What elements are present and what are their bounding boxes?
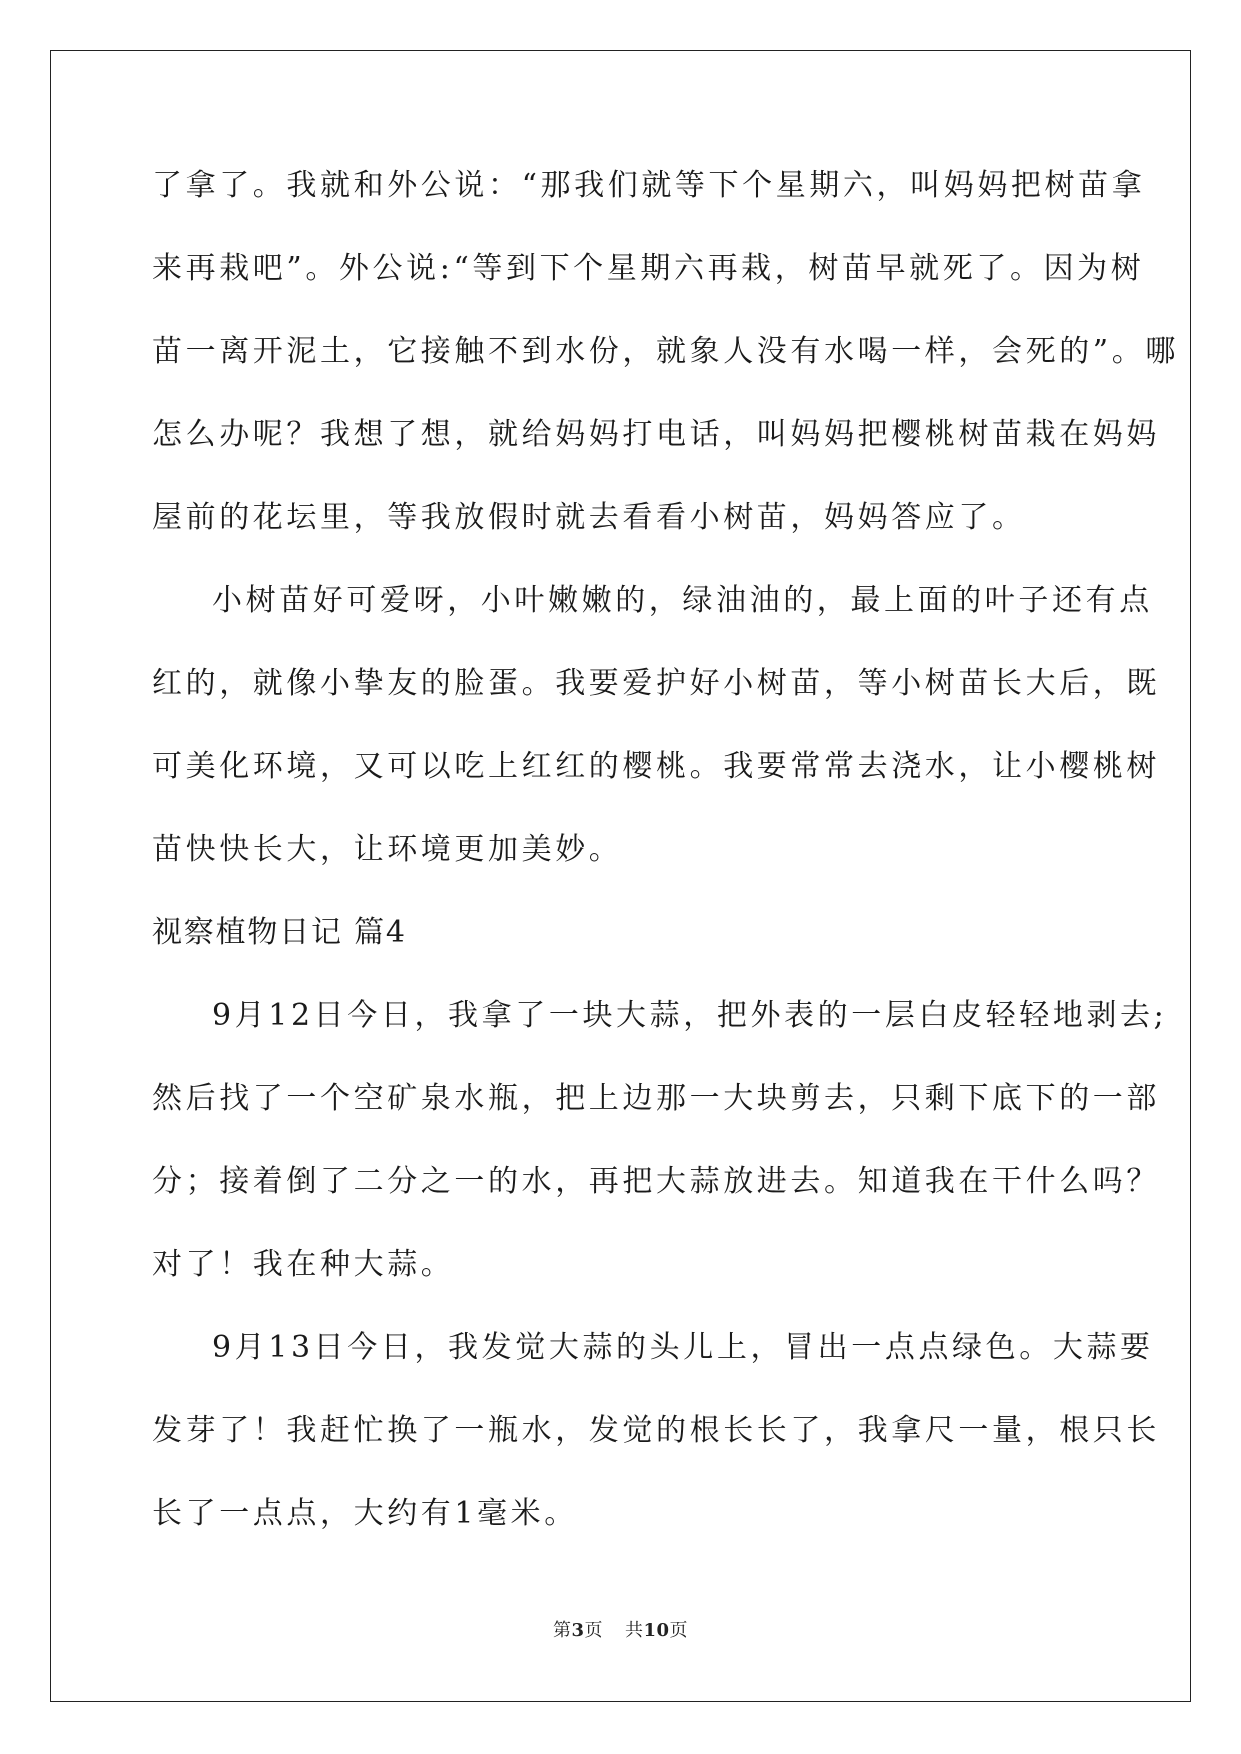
page-prefix: 第	[552, 1620, 572, 1641]
text-line-11: 9月12日今日，我拿了一块大蒜，把外表的一层白皮轻轻地剥去;	[212, 998, 1168, 1033]
text-line-6: 小树苗好可爱呀，小叶嫩嫩的，绿油油的，最上面的叶子还有点	[212, 583, 1153, 618]
section-heading: 视察植物日记 篇4	[152, 915, 407, 950]
text-line-2: 来再栽吧”。外公说:“等到下个星期六再栽，树苗早就死了。因为树	[152, 251, 1145, 286]
text-line-7: 红的，就像小挚友的脸蛋。我要爱护好小树苗，等小树苗长大后，既	[152, 666, 1160, 701]
text-line-16: 发芽了！我赶忙换了一瓶水，发觉的根长长了，我拿尺一量，根只长	[152, 1413, 1160, 1448]
text-line-14: 对了！我在种大蒜。	[152, 1247, 455, 1282]
text-line-1: 了拿了。我就和外公说：“那我们就等下个星期六，叫妈妈把树苗拿	[152, 168, 1146, 203]
text-line-3: 苗一离开泥土，它接触不到水份，就象人没有水喝一样，会死的”。哪	[152, 334, 1179, 369]
text-line-5: 屋前的花坛里，等我放假时就去看看小树苗，妈妈答应了。	[152, 500, 1026, 535]
text-line-8: 可美化环境，又可以吃上红红的樱桃。我要常常去浇水，让小樱桃树	[152, 749, 1160, 784]
text-line-13: 分；接着倒了二分之一的水，再把大蒜放进去。知道我在干什么吗？	[152, 1164, 1160, 1199]
text-line-15: 9月13日今日，我发觉大蒜的头儿上，冒出一点点绿色。大蒜要	[212, 1330, 1154, 1365]
text-line-12: 然后找了一个空矿泉水瓶，把上边那一大块剪去，只剩下底下的一部	[152, 1081, 1160, 1116]
page-footer	[0, 1616, 1241, 1642]
document-body	[152, 158, 1179, 1569]
text-line-4: 怎么办呢？我想了想，就给妈妈打电话，叫妈妈把樱桃树苗栽在妈妈	[152, 417, 1160, 452]
total-prefix: 共	[624, 1620, 644, 1641]
page-suffix: 页	[584, 1620, 603, 1641]
total-suffix: 页	[669, 1620, 689, 1641]
text-line-17: 长了一点点，大约有1毫米。	[152, 1496, 578, 1531]
page-number: 3	[571, 1620, 585, 1641]
page-total: 10	[643, 1620, 670, 1641]
text-line-9: 苗快快长大，让环境更加美妙。	[152, 832, 623, 867]
